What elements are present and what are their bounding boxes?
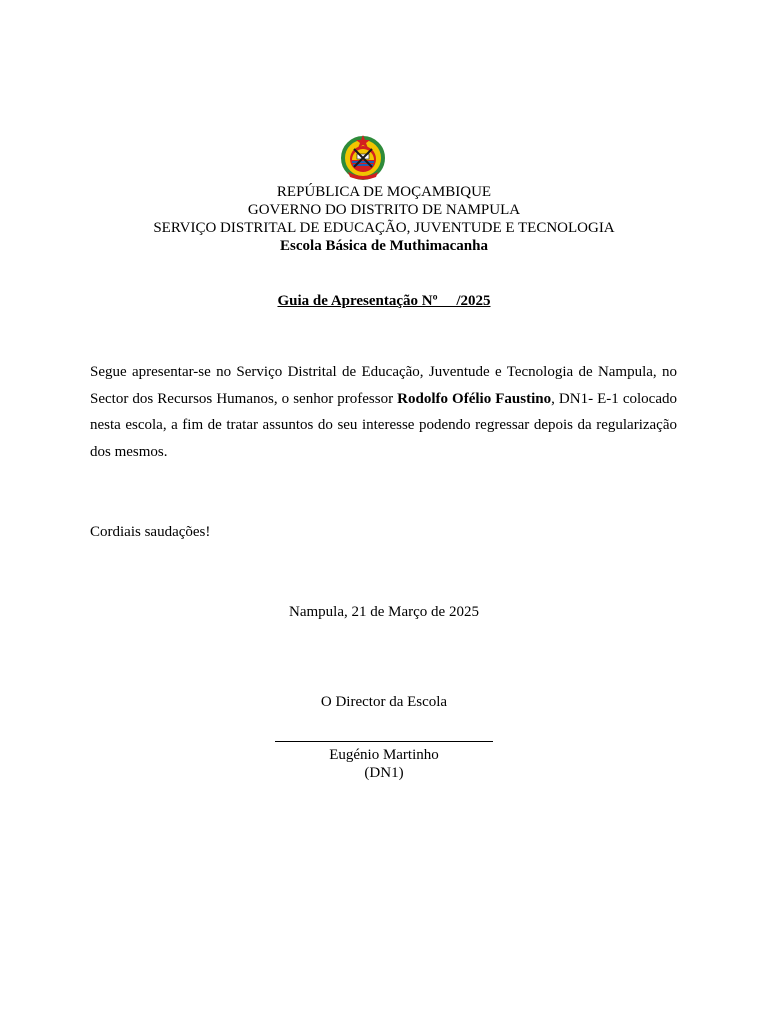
body-paragraph bbox=[90, 359, 677, 466]
signer-block bbox=[0, 746, 768, 782]
government-line: GOVERNO DO DISTRITO DE NAMPULA bbox=[247, 202, 521, 218]
school-name: Escola Básica de Muthimacanha bbox=[280, 238, 488, 254]
greeting: Cordiais saudações! bbox=[90, 524, 211, 540]
body-text-part2: , DN1- E-1 colocado nesta escola, a fim de tratar assuntos do seu interesse podendo regressar depois da regularização dos mesmos. bbox=[90, 390, 678, 461]
document-title: Guia de Apresentação Nº /2025 bbox=[277, 293, 491, 309]
coat-of-arms-icon bbox=[340, 134, 386, 180]
signer-role: O Director da Escola bbox=[320, 694, 448, 710]
signature-line bbox=[275, 741, 493, 742]
service-line: SERVIÇO DISTRITAL DE EDUCAÇÃO, JUVENTUDE E TECNOLOGIA bbox=[153, 220, 615, 236]
body-text-part1: Segue apresentar-se no Serviço Distrital de Educação, Juventude e Tecnologia de Nampula, no Sector dos Recursos Humanos, o senhor professor bbox=[90, 364, 677, 407]
signer-name: Eugénio Martinho bbox=[329, 747, 439, 763]
place-date: Nampula, 21 de Março de 2025 bbox=[289, 604, 479, 620]
teacher-name: Rodolfo Ofélio Faustino bbox=[397, 390, 552, 407]
country-line: REPÚBLICA DE MOÇAMBIQUE bbox=[276, 184, 492, 200]
signer-grade: (DN1) bbox=[364, 765, 404, 781]
letterhead bbox=[0, 183, 768, 255]
